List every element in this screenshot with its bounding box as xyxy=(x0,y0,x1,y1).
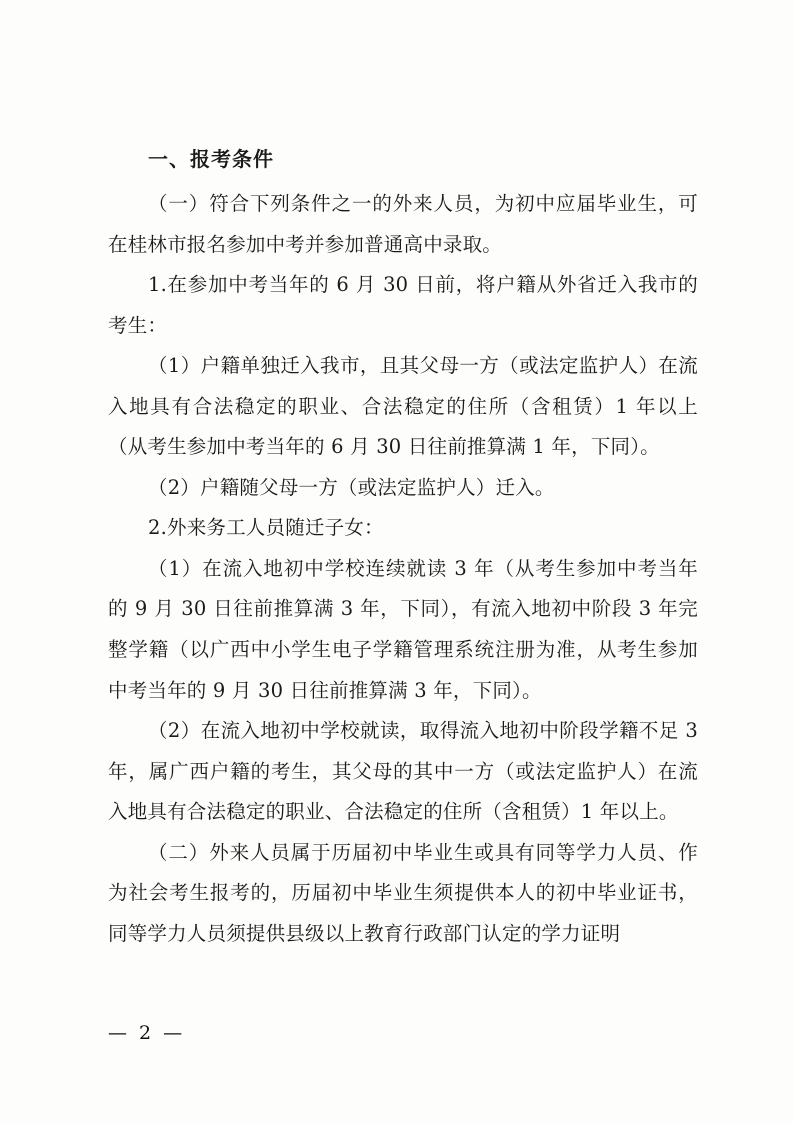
section-heading: 一、报考条件 xyxy=(148,147,274,171)
paragraph-2: 1.在参加中考当年的 6 月 30 日前，将户籍从外省迁入我市的考生： xyxy=(108,273,698,337)
paragraph-4: （2）户籍随父母一方（或法定监护人）迁入。 xyxy=(148,475,555,499)
paragraph-8: （二）外来人员属于历届初中毕业生或具有同等学力人员、作为社会考生报考的，历届初中毕业生须提供本人的初中毕业证书，同等学力人员须提供县级以上教育行政部门认定的学力证明 xyxy=(108,840,698,945)
paragraph-3: （1）户籍单独迁入我市，且其父母一方（或法定监护人）在流入地具有合法稳定的职业、合法稳定的住所（含租赁）1 年以上（从考生参加中考当年的 6 月 30 日往前推算满 1 年，下同）。 xyxy=(108,354,698,459)
page-number: — 2 — xyxy=(108,1022,186,1044)
paragraph-5: 2.外来务工人员随迁子女： xyxy=(148,516,384,540)
document-body xyxy=(108,140,698,954)
paragraph-1: （一）符合下列条件之一的外来人员，为初中应届毕业生，可在桂林市报名参加中考并参加普通高中录取。 xyxy=(108,192,698,256)
paragraph-6: （1）在流入地初中学校连续就读 3 年（从考生参加中考当年的 9 月 30 日往前推算满 3 年，下同），有流入地初中阶段 3 年完整学籍（以广西中小学生电子学籍管理系统注册为准，从考生参加中考当年的 9 月 30 日往前推算满 3 年，下同）。 xyxy=(108,556,698,702)
paragraph-7: （2）在流入地初中学校就读，取得流入地初中阶段学籍不足 3 年，属广西户籍的考生，其父母的其中一方（或法定监护人）在流入地具有合法稳定的职业、合法稳定的住所（含租赁）1 年以上。 xyxy=(108,719,698,824)
